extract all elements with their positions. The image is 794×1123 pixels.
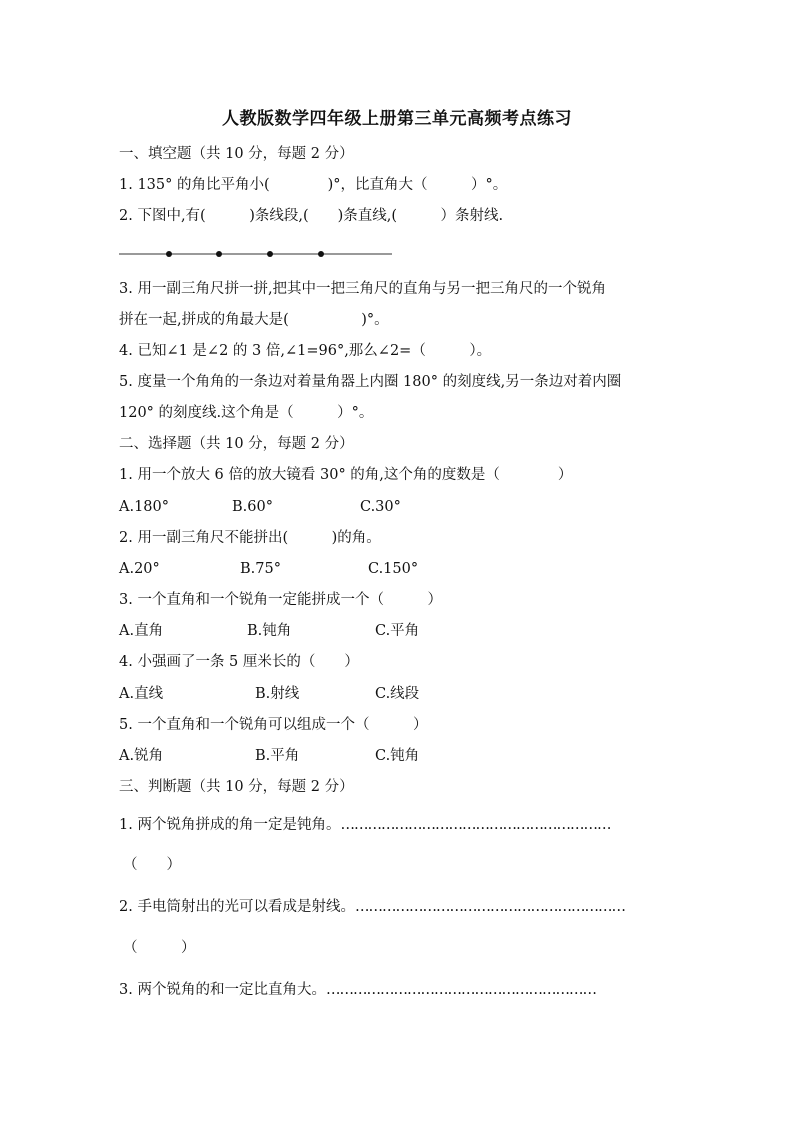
- diagram-point-3: [267, 251, 273, 257]
- section-heading-true-false: 三、判断题（共 10 分，每题 2 分）: [119, 779, 354, 795]
- question-3-2-text: 2. 手电筒射出的光可以看成是射线。: [119, 899, 355, 915]
- question-1-3-line2: 拼在一起,拼成的角最大是( )°。: [119, 312, 389, 328]
- dot-leader: ……………………………………………………: [354, 899, 625, 915]
- page-title: 人教版数学四年级上册第三单元高频考点练习: [222, 109, 572, 129]
- q2-2-option-b: B.75°: [240, 561, 281, 577]
- question-3-1-text: 1. 两个锐角拼成的角一定是钝角。: [119, 817, 341, 833]
- question-3-2: [119, 897, 625, 917]
- question-3-3-text: 3. 两个锐角的和一定比直角大。: [119, 982, 326, 998]
- q2-2-option-c: C.150°: [368, 561, 419, 577]
- question-2-1: 1. 用一个放大 6 倍的放大镜看 30° 的角,这个角的度数是（ ）: [119, 467, 573, 483]
- q2-1-option-c: C.30°: [360, 499, 401, 515]
- q2-5-option-a: A.锐角: [119, 748, 164, 764]
- q2-5-option-b: B.平角: [255, 748, 300, 764]
- question-2-2: 2. 用一副三角尺不能拼出( )的角。: [119, 530, 381, 546]
- line-segment-diagram: [119, 244, 399, 264]
- q2-1-option-a: A.180°: [119, 499, 170, 515]
- question-3-2-blank: （ ）: [123, 940, 196, 956]
- diagram-point-4: [318, 251, 324, 257]
- dot-leader: ……………………………………………………: [325, 982, 596, 998]
- question-3-1: [119, 815, 610, 835]
- q2-3-option-b: B.钝角: [247, 623, 292, 639]
- q2-1-option-b: B.60°: [232, 499, 273, 515]
- question-3-3: [119, 980, 596, 1000]
- q2-4-option-b: B.射线: [255, 686, 300, 702]
- question-1-4: 4. 已知∠1 是∠2 的 3 倍,∠1=96°,那么∠2=（ ）。: [119, 343, 492, 359]
- diagram-point-2: [216, 251, 222, 257]
- q2-4-option-a: A.直线: [119, 686, 164, 702]
- section-heading-choice: 二、选择题（共 10 分，每题 2 分）: [119, 436, 354, 452]
- question-1-2: 2. 下图中,有( )条线段,( )条直线,( ）条射线.: [119, 208, 504, 224]
- question-1-5-line2: 120° 的刻度线.这个角是（ ）°。: [119, 405, 374, 421]
- question-3-1-blank: （ ）: [123, 857, 181, 873]
- q2-5-option-c: C.钝角: [375, 748, 420, 764]
- question-2-3: 3. 一个直角和一个锐角一定能拼成一个（ ）: [119, 592, 442, 608]
- diagram-point-1: [166, 251, 172, 257]
- q2-2-option-a: A.20°: [119, 561, 160, 577]
- question-2-4: 4. 小强画了一条 5 厘米长的（ ）: [119, 654, 359, 670]
- question-1-3-line1: 3. 用一副三角尺拼一拼,把其中一把三角尺的直角与另一把三角尺的一个锐角: [119, 281, 607, 297]
- q2-3-option-c: C.平角: [375, 623, 420, 639]
- question-2-5: 5. 一个直角和一个锐角可以组成一个（ ）: [119, 717, 428, 733]
- question-1-1: 1. 135° 的角比平角小( )°，比直角大（ ）°。: [119, 177, 508, 193]
- question-1-5-line1: 5. 度量一个角角的一条边对着量角器上内圈 180° 的刻度线,另一条边对着内圈: [119, 374, 622, 390]
- q2-3-option-a: A.直角: [119, 623, 164, 639]
- dot-leader: ……………………………………………………: [340, 817, 611, 833]
- q2-4-option-c: C.线段: [375, 686, 420, 702]
- section-heading-fill-in: 一、填空题（共 10 分，每题 2 分）: [119, 146, 354, 162]
